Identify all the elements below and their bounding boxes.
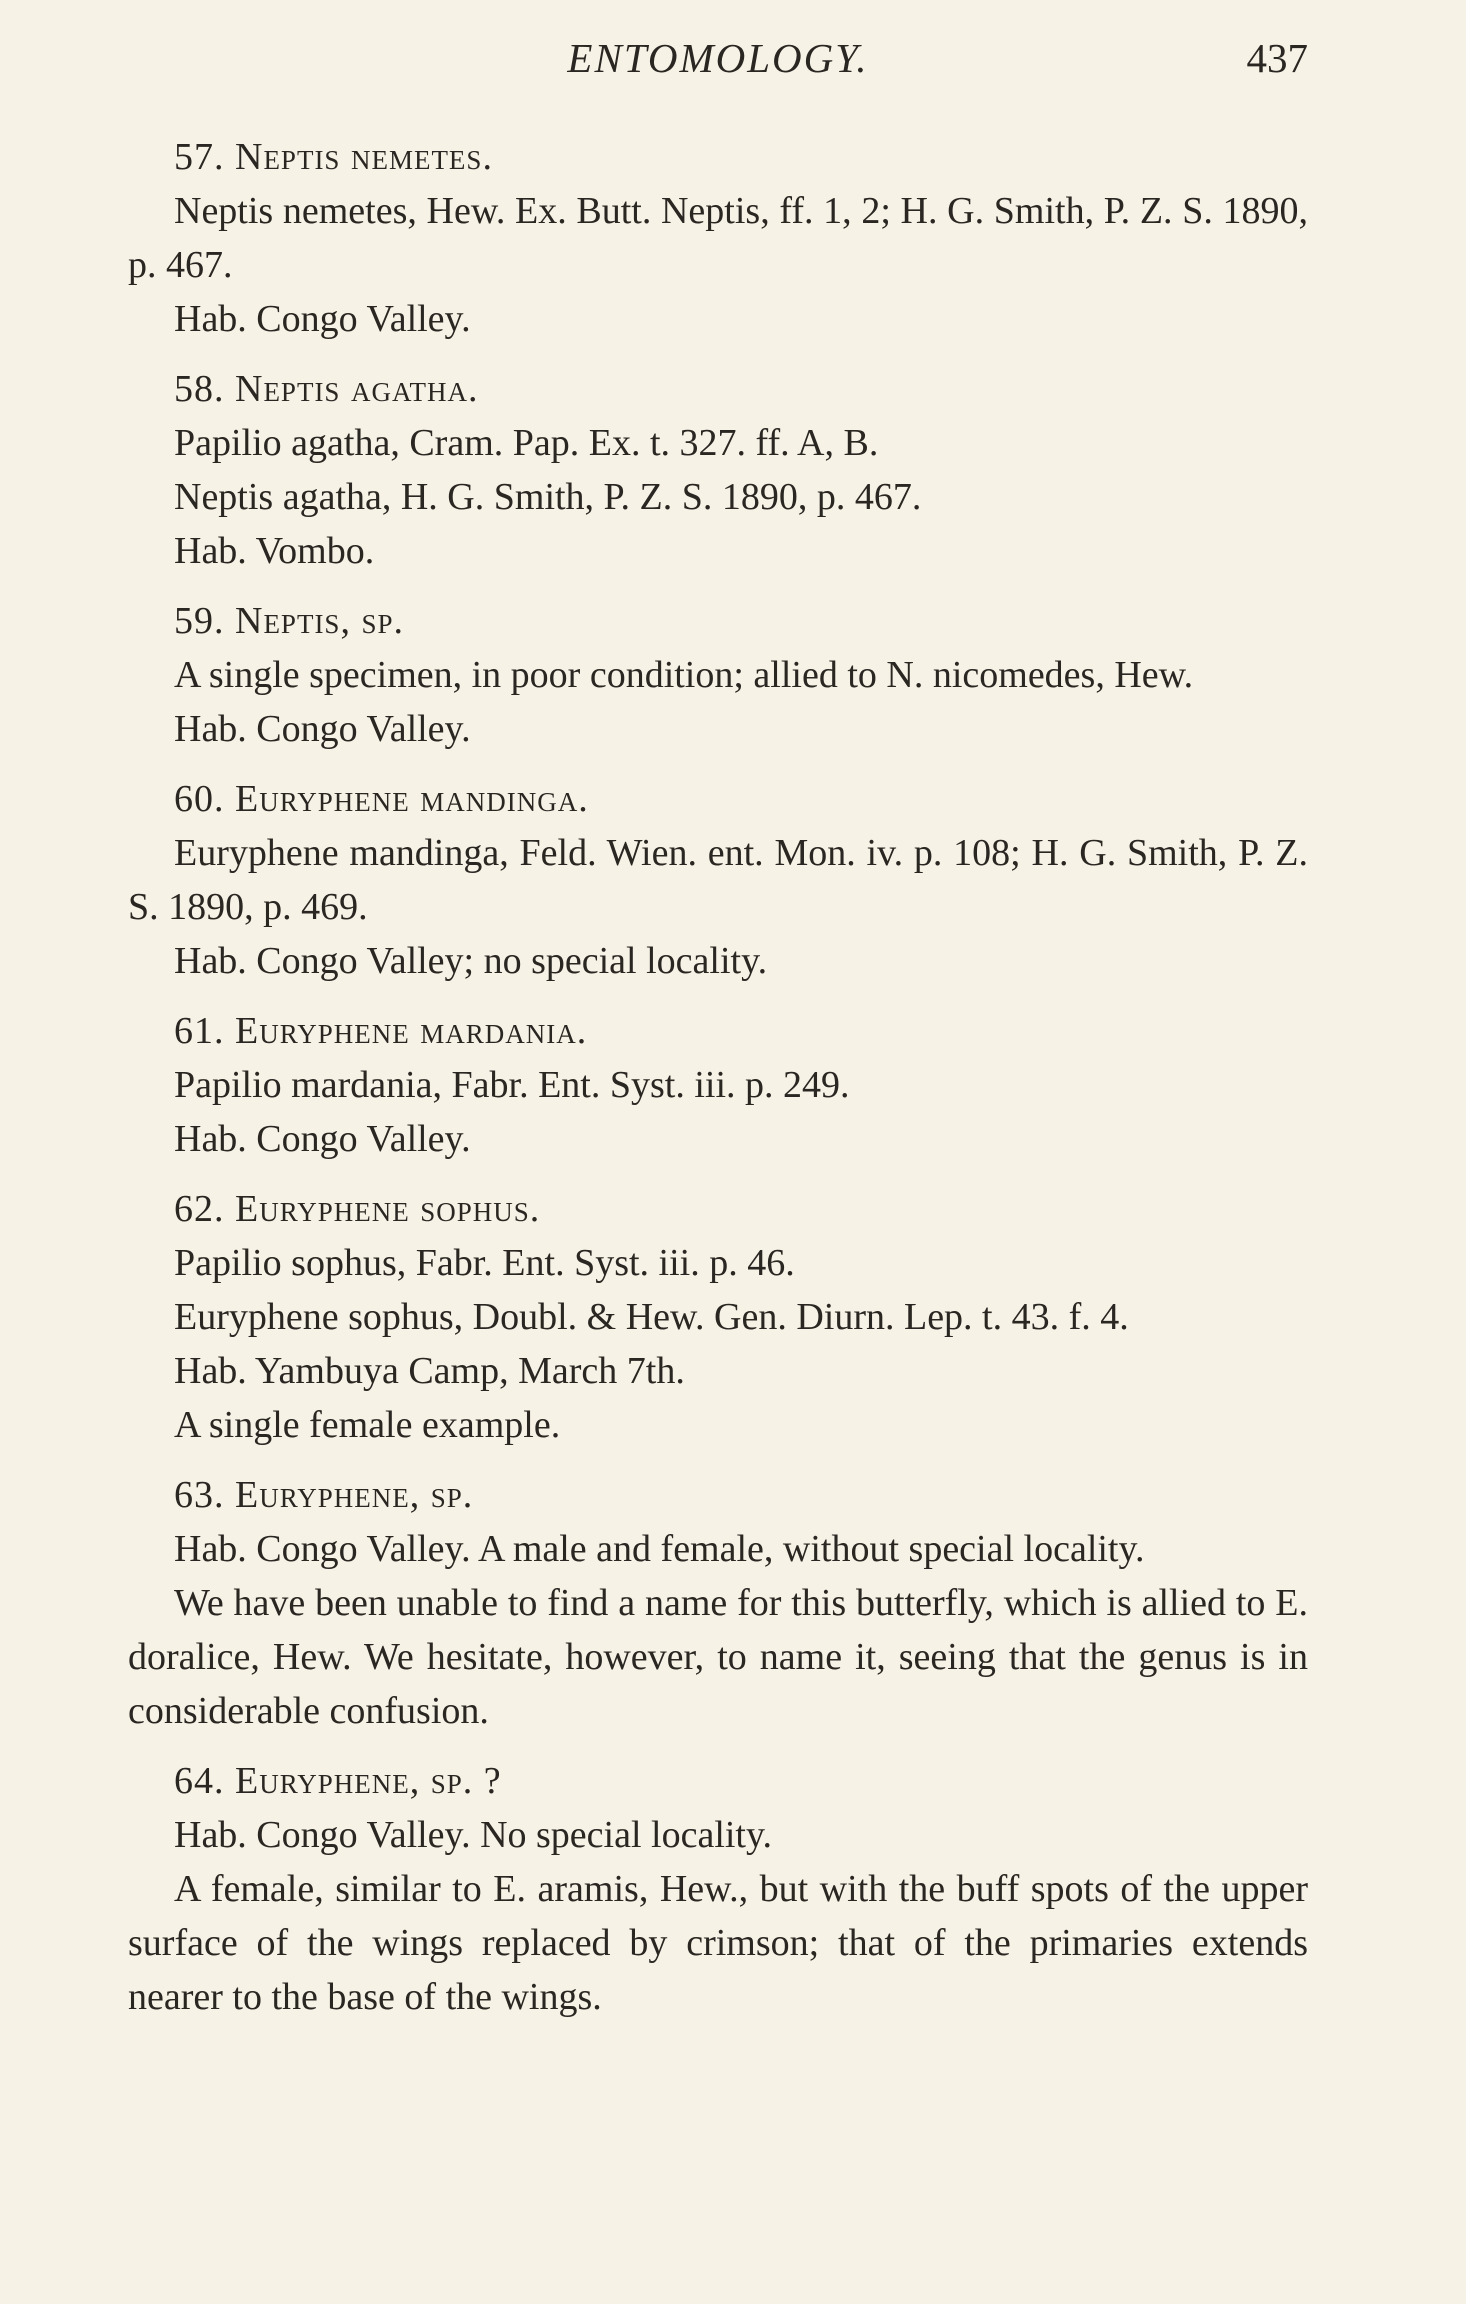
species-entry <box>128 362 1308 578</box>
entry-line: Hab. Vombo. <box>174 530 375 572</box>
species-entry <box>128 772 1308 988</box>
species-entry <box>128 594 1308 756</box>
species-entry <box>128 130 1308 346</box>
entry-line: Euryphene sophus, Doubl. & Hew. Gen. Diurn. Lep. t. 43. f. 4. <box>174 1296 1129 1338</box>
entry-line: Hab. Congo Valley. No special locality. <box>174 1814 773 1856</box>
entry-heading: 59. Neptis, sp. <box>174 600 404 642</box>
entry-line: A single female example. <box>174 1404 561 1446</box>
entry-line: We have been unable to find a name for this butterfly, which is allied to E. doralice, Hew. We hesitate, however, to name it, seeing that the genus is in considerable confusion. <box>128 1582 1308 1732</box>
entry-line: Hab. Congo Valley. <box>174 708 471 750</box>
entry-heading: 62. Euryphene sophus. <box>174 1188 541 1230</box>
entry-heading: 58. Neptis agatha. <box>174 368 479 410</box>
species-entry <box>128 1754 1308 2024</box>
entry-heading: 57. Neptis nemetes. <box>174 136 493 178</box>
species-entry <box>128 1182 1308 1452</box>
entry-heading: 64. Euryphene, sp. ? <box>174 1760 502 1802</box>
entry-line: Neptis nemetes, Hew. Ex. Butt. Neptis, ff. 1, 2; H. G. Smith, P. Z. S. 1890, p. 467. <box>128 190 1308 286</box>
entry-line: Hab. Congo Valley. <box>174 1118 471 1160</box>
entry-line: Hab. Congo Valley. A male and female, without special locality. <box>174 1528 1145 1570</box>
entry-line: A female, similar to E. aramis, Hew., but with the buff spots of the upper surface of the wings replaced by crimson; that of the primaries extends nearer to the base of the wings. <box>128 1868 1308 2018</box>
entry-line: Hab. Congo Valley; no special locality. <box>174 940 768 982</box>
running-title: ENTOMOLOGY. <box>567 35 869 81</box>
entry-heading: 61. Euryphene mardania. <box>174 1010 588 1052</box>
entry-line: Papilio sophus, Fabr. Ent. Syst. iii. p. 46. <box>174 1242 795 1284</box>
page-number: 437 <box>1246 35 1308 81</box>
entry-line: Hab. Yambuya Camp, March 7th. <box>174 1350 685 1392</box>
entry-line: Papilio mardania, Fabr. Ent. Syst. iii. p. 249. <box>174 1064 850 1106</box>
entry-line: Euryphene mandinga, Feld. Wien. ent. Mon. iv. p. 108; H. G. Smith, P. Z. S. 1890, p. 469. <box>128 832 1308 928</box>
page-body <box>128 130 1308 2040</box>
entry-heading: 63. Euryphene, sp. <box>174 1474 474 1516</box>
species-entry <box>128 1468 1308 1738</box>
species-entry <box>128 1004 1308 1166</box>
entry-line: A single specimen, in poor condition; allied to N. nicomedes, Hew. <box>174 654 1194 696</box>
entry-heading: 60. Euryphene mandinga. <box>174 778 589 820</box>
entry-line: Hab. Congo Valley. <box>174 298 471 340</box>
running-head <box>128 34 1308 104</box>
entry-line: Papilio agatha, Cram. Pap. Ex. t. 327. ff. A, B. <box>174 422 879 464</box>
entry-line: Neptis agatha, H. G. Smith, P. Z. S. 1890, p. 467. <box>174 476 922 518</box>
